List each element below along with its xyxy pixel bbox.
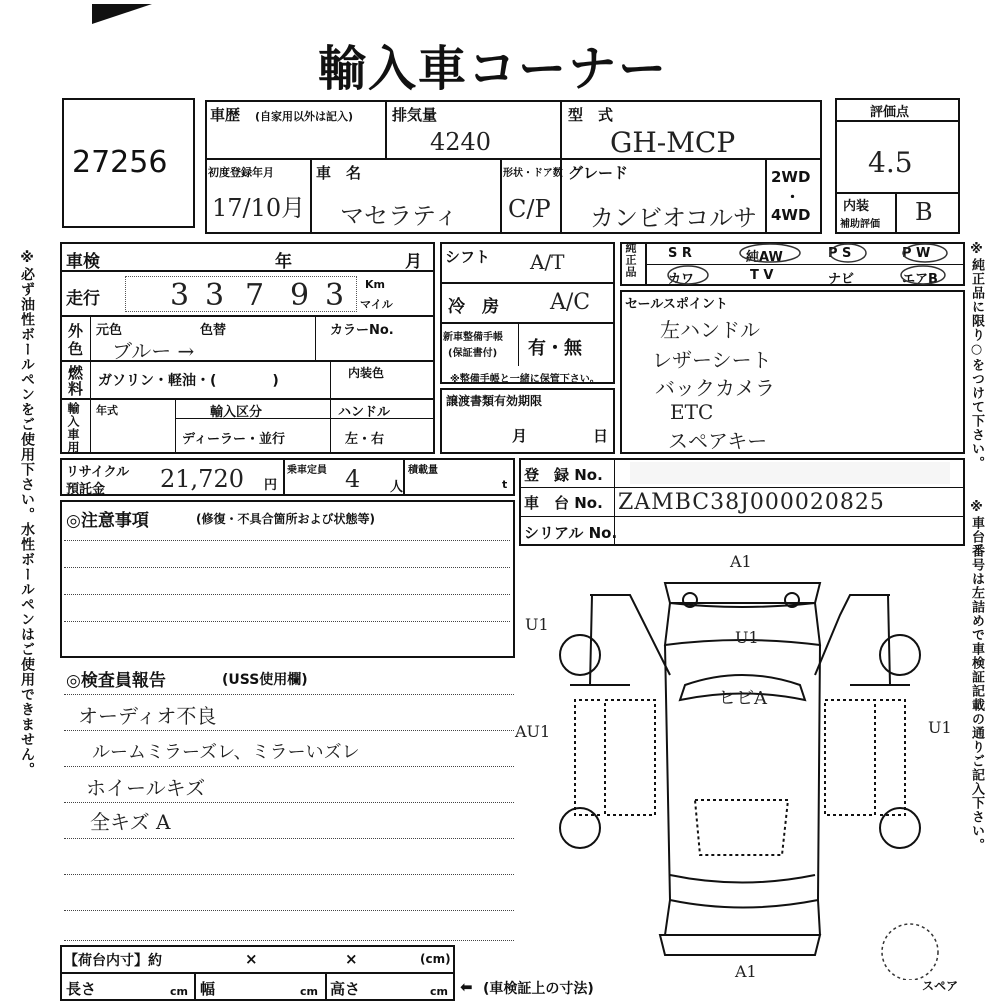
sales-point-2: レザーシート	[652, 348, 772, 372]
dim-width: 幅	[200, 980, 216, 998]
mileage-unit-mile: マイル	[360, 298, 393, 311]
grade-value: カンビオコルサ	[590, 204, 758, 232]
score-value: 4.5	[868, 146, 913, 179]
score-label: 評価点	[870, 105, 910, 120]
model-type-label: 型 式	[568, 106, 614, 124]
page-title: 輸入車コーナー	[318, 41, 669, 97]
chassis-value: ZAMBC38J000020825	[618, 490, 885, 515]
cargo-x2: ×	[345, 950, 358, 968]
load-label: 積載量	[408, 465, 438, 476]
car-name-label: 車 名	[316, 164, 362, 182]
fuel-label-1: 燃	[68, 364, 84, 382]
shift-label: シフト	[445, 248, 491, 266]
interior-value: B	[915, 198, 933, 226]
history-note: (自家用以外は記入)	[255, 110, 354, 123]
mileage-digit-1: 3	[170, 278, 190, 313]
notes-label: ◎注意事項	[66, 511, 149, 531]
mark-right-mid: U1	[928, 718, 952, 737]
capacity-unit: 人	[390, 480, 404, 495]
import-label: 輸入車用	[66, 402, 80, 454]
equipment-sr: S R	[668, 246, 692, 261]
inspector-item-3: ホイールキズ	[86, 776, 206, 800]
drive-4wd: 4WD	[771, 206, 811, 224]
transfer-day: 日	[593, 427, 609, 445]
equipment-aw: 純AW	[746, 250, 783, 265]
dim-height: 高さ	[330, 980, 361, 998]
cargo-unit: (cm)	[420, 952, 451, 966]
dim-length-unit: cm	[170, 985, 188, 998]
reg-redacted	[630, 462, 950, 484]
equipment-circles	[620, 242, 965, 286]
interior-color-label: 内装色	[348, 366, 385, 380]
inspector-item-2: ルームミラーズレ、ミラーいズレ	[92, 742, 360, 763]
import-year: 年式	[96, 404, 118, 417]
sales-points-label: セールスポイント	[625, 297, 728, 312]
color-value: ブルー →	[112, 339, 195, 363]
grade-label: グレード	[568, 164, 629, 182]
import-category-label: 輸入区分	[210, 405, 263, 420]
handle-value: 左・右	[345, 432, 385, 447]
inspection-label: 車検	[66, 252, 100, 272]
inspector-item-4: 全キズ A	[90, 810, 171, 834]
equipment-pw: P W	[902, 246, 931, 261]
mileage-digit-4: 9	[290, 278, 310, 313]
ac-value: A/C	[550, 290, 591, 315]
mark-windshield: ヒビA	[718, 688, 767, 709]
equipment-navi: ナビ	[828, 272, 855, 287]
ac-label: 冷 房	[448, 297, 499, 317]
mark-left-mid: AU1	[515, 722, 551, 741]
sales-point-4: ETC	[670, 400, 714, 424]
dims-note: (車検証上の寸法)	[483, 981, 594, 997]
mark-front: A1	[730, 552, 752, 571]
shift-value: A/T	[530, 250, 565, 274]
mark-rear: A1	[735, 962, 757, 981]
capacity-value: 4	[345, 465, 361, 493]
capacity-label: 乗車定員	[287, 465, 327, 476]
recycle-label-1: リサイクル	[66, 465, 130, 480]
notes-sub: (修復・不具合箇所および状態等)	[196, 512, 375, 526]
transfer-label: 譲渡書類有効期限	[446, 394, 543, 408]
recycle-value: 21,720	[160, 465, 244, 493]
mileage-digit-boxes	[125, 276, 357, 312]
equipment-tv: T V	[750, 268, 774, 283]
mark-left-front: U1	[525, 615, 549, 634]
dims-note-arrow: ⬅	[460, 978, 473, 996]
color-repaint: 色替	[200, 323, 227, 338]
sales-point-1: 左ハンドル	[660, 318, 760, 342]
chassis-label: 車 台 No.	[524, 494, 603, 512]
dim-height-unit: cm	[430, 985, 448, 998]
reg-label: 登 録 No.	[524, 466, 603, 484]
model-type-value: GH-MCP	[610, 126, 736, 159]
shape-value: C/P	[508, 195, 551, 223]
manual-note: ※整備手帳と一緒に保管下さい。	[450, 374, 600, 385]
fuel-label-2: 料	[68, 380, 84, 398]
mark-hood: U1	[735, 628, 759, 647]
first-reg-label: 初度登録年月	[208, 166, 274, 179]
color-label-1: 外	[68, 322, 84, 340]
car-diagram	[520, 555, 960, 980]
color-orig: 元色	[96, 323, 123, 338]
dim-width-unit: cm	[300, 985, 318, 998]
color-label-2: 色	[68, 340, 84, 358]
recycle-label-2: 預託金	[66, 482, 106, 497]
drive-sep: ・	[785, 188, 801, 206]
transfer-month: 月	[512, 427, 528, 445]
sales-point-5: スペアキー	[668, 429, 768, 453]
mileage-label: 走行	[66, 289, 100, 309]
manual-value: 有・無	[528, 338, 582, 359]
inspector-sub: (USS使用欄)	[222, 672, 308, 688]
handle-label: ハンドル	[338, 405, 391, 420]
car-name-value: マセラティ	[340, 202, 459, 230]
equipment-ps: P S	[828, 246, 852, 261]
recycle-unit: 円	[264, 478, 278, 493]
history-label: 車歴	[210, 106, 241, 124]
right-note-2: ※車台番号は左詰めで車検証記載の通りご記入下さい。	[969, 500, 984, 852]
cargo-label: 【荷台内寸】約	[64, 953, 162, 969]
serial-label: シリアル No.	[524, 524, 618, 542]
manual-label: 新車整備手帳	[443, 332, 503, 343]
inspector-item-1: オーディオ不良	[78, 704, 217, 728]
mileage-unit-km: Km	[365, 278, 385, 291]
first-reg-value: 17/10月	[212, 194, 306, 222]
mileage-digit-5: 3	[325, 278, 345, 313]
load-unit: t	[502, 478, 508, 491]
spare-label: スペア	[922, 979, 959, 993]
inspection-month: 月	[405, 252, 422, 272]
displacement-label: 排気量	[392, 106, 438, 124]
interior-sub: 補助評価	[840, 219, 880, 230]
inspection-year: 年	[275, 252, 292, 272]
mileage-digit-2: 3	[205, 278, 225, 313]
interior-label: 内装	[843, 199, 870, 214]
equipment-leather: カワ	[668, 272, 695, 287]
fuel-options: ガソリン・軽油・( )	[98, 373, 279, 389]
equipment-label: 純正品	[624, 242, 637, 278]
lot-number: 27256	[72, 145, 168, 180]
manual-sub: (保証書付)	[448, 348, 498, 359]
cargo-x1: ×	[245, 950, 258, 968]
shape-label: 形状・ドア数	[503, 168, 563, 179]
inspector-label: ◎検査員報告	[66, 671, 166, 691]
import-category-value: ディーラー・並行	[182, 432, 285, 447]
mileage-digit-3: 7	[245, 278, 265, 313]
sales-point-3: バックカメラ	[655, 376, 775, 400]
equipment-airbag: エアB	[902, 272, 938, 287]
drive-2wd: 2WD	[771, 168, 811, 186]
displacement-value: 4240	[430, 128, 492, 156]
dim-length: 長さ	[66, 980, 97, 998]
right-note-1: ※純正品に限り○をつけて下さい。	[969, 242, 984, 470]
color-code: カラーNo.	[330, 323, 394, 338]
corner-mark	[92, 4, 152, 24]
left-note: ※必ず油性ボールペンをご使用下さい。水性ボールペンはご使用できません。	[19, 250, 35, 777]
